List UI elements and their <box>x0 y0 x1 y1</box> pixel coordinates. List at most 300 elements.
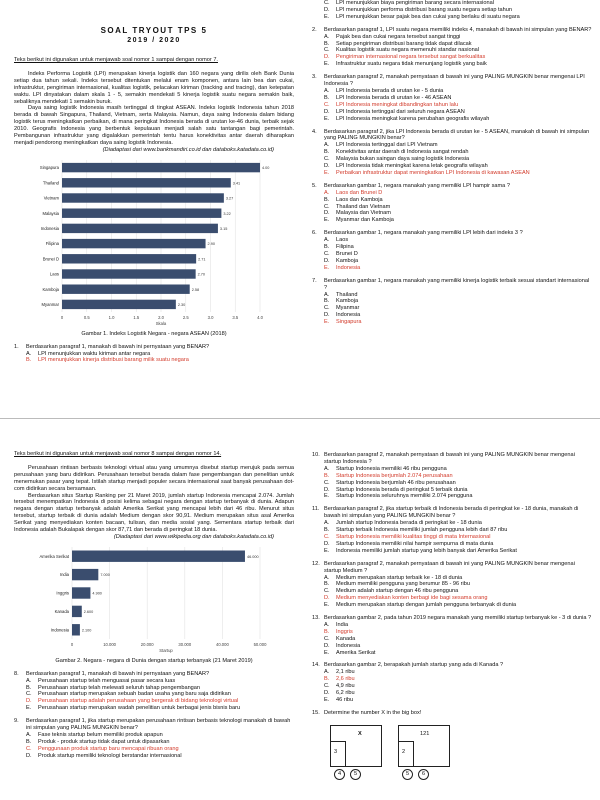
answer-option[interactable] <box>324 650 592 657</box>
option-letter: E. <box>324 319 330 326</box>
option-letter: A. <box>324 574 330 581</box>
option-text: LPI menunjukkan besar pajak bea dan cukai yang berlaku di suatu negara <box>336 13 520 20</box>
question-number: 15. <box>312 709 320 716</box>
question <box>312 230 592 271</box>
answer-option[interactable] <box>26 678 294 685</box>
answer-option[interactable] <box>324 643 592 650</box>
question-stem <box>14 671 294 678</box>
text2-paragraph-1: Perusahaan rintisan berbasis teknologi virtual atau yang umumnya disebut startup merujuk pada semua perusahaan yang baru didirikan. Perusahaan tersebut berada dalam fase pengembangan dan penelitian untuk menemukan pasar yang tepat. Istilah startup menjadi populer secara internasional saat banyak perusahaan dot-com didirikan secara bersamaan. <box>14 464 294 492</box>
x-tick-label: 10.000 <box>103 641 117 647</box>
option-letter: D. <box>324 54 330 61</box>
option-list <box>312 34 592 69</box>
option-list <box>14 351 294 365</box>
option-letter: B. <box>324 244 330 251</box>
option-letter: A. <box>324 621 330 628</box>
chart-startup-countries <box>24 543 294 656</box>
question <box>312 0 592 21</box>
option-letter: D. <box>324 642 330 649</box>
option-letter: A. <box>26 731 32 738</box>
answer-option[interactable] <box>324 292 592 299</box>
answer-option[interactable] <box>26 739 294 746</box>
answer-option[interactable] <box>324 312 592 319</box>
answer-option[interactable] <box>324 197 592 204</box>
answer-option[interactable] <box>26 732 294 739</box>
bar <box>62 163 260 172</box>
answer-option[interactable] <box>26 357 294 364</box>
option-letter: D. <box>324 312 330 319</box>
answer-option[interactable] <box>324 473 592 480</box>
bar <box>72 587 90 598</box>
option-list <box>312 88 592 123</box>
option-text: India <box>336 621 349 628</box>
question-number: 14. <box>312 662 320 669</box>
option-letter: A. <box>324 520 330 527</box>
option-letter: A. <box>324 669 330 676</box>
question-number: 11. <box>312 506 320 513</box>
option-text: LPI menunjukkan kinerja distribusi barang milik suatu negara <box>38 357 189 364</box>
bar <box>62 208 221 217</box>
option-text: 46 ribu <box>336 697 354 703</box>
questions-p1-left <box>14 344 294 365</box>
questions-p2-left <box>14 671 294 760</box>
answer-option[interactable] <box>324 0 592 7</box>
answer-option[interactable] <box>324 116 592 123</box>
page-1-right-column <box>312 0 592 326</box>
option-letter: E. <box>324 602 330 609</box>
value-label: 2.58 <box>191 287 200 292</box>
option-letter: B. <box>324 94 330 101</box>
option-list <box>312 466 592 501</box>
question <box>312 561 592 609</box>
option-text: Myanmar dan Kamboja <box>336 217 394 224</box>
answer-option[interactable] <box>324 204 592 211</box>
option-letter: C. <box>324 479 330 486</box>
page-2-left-column <box>14 448 294 760</box>
option-letter: E. <box>324 264 330 271</box>
option-text: Kualitas logistik suatu negara memenuhi standar nasional <box>336 47 480 54</box>
option-text: Medium memiliki pengguna yang berumur 85 - 96 ribu <box>336 581 471 588</box>
answer-option[interactable] <box>324 142 592 149</box>
category-label: Filipina <box>45 240 59 246</box>
option-letter: B. <box>324 527 330 534</box>
answer-option[interactable] <box>324 95 592 102</box>
answer-option[interactable] <box>324 622 592 629</box>
option-letter: A. <box>324 33 330 40</box>
category-label: Myanmar <box>41 301 59 307</box>
value-label: 46.000 <box>246 554 259 559</box>
x-tick-label: 30.000 <box>178 641 192 647</box>
option-text: Startup Indonesia berjumlah 2.074 perusahaan <box>336 472 453 479</box>
option-list <box>312 292 592 327</box>
option-text: Startup Indonesia berjumlah 46 ribu perusahaan <box>336 479 456 486</box>
question-text: Berdasarkan gambar 1, negara manakah yang memiliki kinerja logistik terbaik sesuai standart internasional ? <box>324 277 590 291</box>
option-text: Kanada <box>336 635 356 642</box>
question <box>312 662 592 703</box>
option-letter: D. <box>324 163 330 170</box>
question-number: 3. <box>312 74 317 81</box>
question <box>312 129 592 177</box>
answer-option[interactable] <box>324 190 592 197</box>
bar <box>62 178 231 187</box>
option-text: Malaysia dan Vietnam <box>336 210 391 217</box>
option-letter: B. <box>324 149 330 156</box>
puzzle-left-inner-box <box>330 741 346 767</box>
option-text: Medium adalah startup dengan 46 ribu pengguna <box>336 588 459 595</box>
question-stem <box>312 615 592 622</box>
answer-option[interactable] <box>324 265 592 272</box>
x-tick-label: 2.5 <box>182 314 189 320</box>
page-2-right-column <box>312 448 592 781</box>
bar <box>62 254 196 263</box>
option-text: Inggris <box>336 628 353 635</box>
question-text: Berdasarkan gambar 2, pada tahun 2019 negara manakah yang memiliki startup terbanyak ke - 3 di dunia ? <box>324 615 592 622</box>
x-tick-label: 0.5 <box>83 314 90 320</box>
puzzle-value-d: 121 <box>420 730 430 737</box>
puzzle-value-x: X <box>358 730 362 737</box>
answer-option[interactable] <box>324 47 592 54</box>
answer-option[interactable] <box>324 581 592 588</box>
question-text: Berdasarkan paragraf 1, jika startup merupakan perusahaan rintisan berbasis teknologi manakah di bawah ini simpulan yang PALING MUNGKIN benar? <box>26 718 291 732</box>
option-letter: B. <box>324 676 330 683</box>
puzzle-circle-3: 5 <box>402 769 413 780</box>
answer-option[interactable] <box>324 697 592 704</box>
answer-option[interactable] <box>324 14 592 21</box>
puzzle-right-inner-box <box>398 741 414 767</box>
option-text: LPI Indonesia meningkat dibandingkan tahun lalu <box>336 101 459 108</box>
option-letter: D. <box>324 595 330 602</box>
question <box>312 710 592 717</box>
answer-option[interactable] <box>324 487 592 494</box>
question-stem <box>312 662 592 669</box>
option-text: Pengiriman internasional negara tersebut sangat berkualitas <box>336 54 486 61</box>
x-tick-label: 3.5 <box>232 314 239 320</box>
option-letter: B. <box>324 628 330 635</box>
category-label: Kamboja <box>42 286 59 292</box>
x-tick-label: 40.000 <box>215 641 229 647</box>
question-stem <box>312 74 592 88</box>
option-letter: B. <box>324 196 330 203</box>
option-letter: E. <box>26 705 32 712</box>
answer-option[interactable] <box>26 746 294 753</box>
text2-source: (Diadaptasi dari www.wikipedia.org dan databoks.katadata.co.id) <box>113 533 274 540</box>
option-letter: E. <box>324 697 330 703</box>
bar <box>72 569 98 580</box>
answer-option[interactable] <box>324 217 592 224</box>
x-axis-label: Startup <box>159 647 173 653</box>
question <box>312 74 592 122</box>
option-letter: E. <box>324 13 330 20</box>
text2-heading: Teks berikut ini digunakan untuk menjawab soal nomor 8 sampai dengan nomor 14. <box>14 451 222 457</box>
category-label: Singapura <box>39 164 59 170</box>
option-text: Infrastruktur suatu negara tidak menunjang logistik yang baik <box>336 61 487 68</box>
answer-option[interactable] <box>324 629 592 636</box>
answer-option[interactable] <box>324 7 592 14</box>
answer-option[interactable] <box>324 251 592 258</box>
answer-option[interactable] <box>26 691 294 698</box>
question-number: 1. <box>14 343 19 350</box>
option-text: Produk - produk startup tidak dapat untuk dipasarkan <box>38 738 170 745</box>
option-list <box>312 575 592 610</box>
question-number: 4. <box>312 128 317 135</box>
answer-option[interactable] <box>324 466 592 473</box>
category-label: Thailand <box>42 180 59 186</box>
option-letter: A. <box>26 350 32 357</box>
option-letter: B. <box>324 40 330 47</box>
answer-option[interactable] <box>26 698 294 705</box>
answer-option[interactable] <box>324 102 592 109</box>
answer-option[interactable] <box>324 88 592 95</box>
value-label: 2.71 <box>198 257 206 262</box>
option-text: LPI Indonesia tidak meningkat karena letak geografis wilayah <box>336 163 488 170</box>
option-letter: C. <box>324 635 330 642</box>
bar <box>62 193 224 202</box>
question <box>14 344 294 365</box>
option-text: LPI Indonesia berada di urutan ke - 46 ASEAN <box>336 94 452 101</box>
doc-title: SOAL TRYOUT TPS 5 <box>100 26 208 35</box>
option-letter: C. <box>324 156 330 163</box>
answer-option[interactable] <box>324 527 592 534</box>
answer-option[interactable] <box>324 534 592 541</box>
answer-option[interactable] <box>324 636 592 643</box>
option-letter: C. <box>324 101 330 108</box>
answer-option[interactable] <box>26 753 294 760</box>
question-text: Berdasarkan gambar 2, berapakah jumlah startup yang ada di Kanada ? <box>324 662 504 669</box>
bar <box>62 269 196 278</box>
answer-option[interactable] <box>324 676 592 683</box>
number-puzzle <box>312 721 592 781</box>
question-stem <box>312 506 592 520</box>
text1-source: (Diadaptasi dari www.bankmandiri.co.id dan databoks.katadata.co.id) <box>102 146 274 153</box>
answer-option[interactable] <box>324 109 592 116</box>
answer-option[interactable] <box>324 149 592 156</box>
category-label: Inggris <box>56 590 69 596</box>
option-text: Laos dan Kamboja <box>336 196 383 203</box>
questions-p2-right <box>312 452 592 717</box>
question-text: Berdasarkan paragraf 1, manakah di bawah ini pernyataan yang BENAR? <box>26 343 210 350</box>
chart2-caption: Gambar 2. Negara - negara di Dunia dengan startup terbanyak (21 Maret 2019) <box>55 657 253 664</box>
value-label: 3.15 <box>219 226 228 231</box>
answer-option[interactable] <box>324 210 592 217</box>
answer-option[interactable] <box>324 669 592 676</box>
option-text: Indonesia memiliki jumlah startup yang lebih banyak dari Amerika Serikat <box>336 547 517 554</box>
option-letter: D. <box>324 540 330 547</box>
question-text: Berdasarkan paragraf 1, LPI suatu negara memiliki indeks 4, manakah di bawah ini simpulan yang BENAR? <box>324 26 592 33</box>
option-letter: B. <box>26 357 32 364</box>
questions-p1-right <box>312 0 592 326</box>
option-list <box>312 520 592 555</box>
option-text: Laos <box>336 237 349 244</box>
option-letter: C. <box>324 588 330 595</box>
chart1-caption: Gambar 1. Indeks Logistik Negara - negara ASEAN (2018) <box>81 330 227 337</box>
question-stem <box>312 230 592 237</box>
value-label: 2.70 <box>197 272 206 277</box>
answer-option[interactable] <box>324 305 592 312</box>
option-letter: D. <box>26 698 32 705</box>
option-text: LPI Indonesia tertinggal dari seluruh negara ASEAN <box>336 108 465 115</box>
option-letter: C. <box>324 251 330 257</box>
option-text: Startup Indonesia seluruhnya memiliki 2.074 pengguna <box>336 493 473 500</box>
option-list <box>312 669 592 704</box>
question-stem <box>14 344 294 351</box>
option-text: Myanmar <box>336 305 360 312</box>
option-text: Indonesia <box>336 264 361 271</box>
question-number: 5. <box>312 182 317 189</box>
option-list <box>14 732 294 760</box>
answer-option[interactable] <box>324 34 592 41</box>
option-text: Indonesia <box>336 312 361 319</box>
answer-option[interactable] <box>324 602 592 609</box>
text1-paragraph-2: Daya saing logistik Indonesia masih tertinggal di tingkat ASEAN. Indeks logistik Indonesia tahun 2018 berada di bawah Singapura, Thailand, Vietnam, serta Malaysia. Namun, daya saing Indonesia dalam bidang logistik terus meningkatkan perbaikan, di mana peringkat Indonesia berada di urutan ke-46 dunia, terbaik sejak 2010. Geografis Indonesia yang berbentuk kepulauan menjadi salah satu tantangan bagi pemerintah. Pembangunan infrastruktur yang digalakkan pemerintah tentu harus konektivitas antar daerah diharapkan menjadi pendorong meningkatkan daya saing logistik Indonesia. <box>14 105 294 146</box>
category-label: Laos <box>49 271 59 277</box>
value-label: 3.41 <box>232 181 241 186</box>
option-letter: E. <box>324 169 330 176</box>
x-tick-label: 20.000 <box>140 641 154 647</box>
question-stem <box>312 278 592 292</box>
x-tick-label: 1.5 <box>133 314 140 320</box>
option-letter: C. <box>26 745 32 752</box>
option-letter: A. <box>324 189 330 196</box>
answer-option[interactable] <box>324 258 592 265</box>
question-stem <box>14 718 294 732</box>
option-letter: E. <box>324 61 330 68</box>
option-letter: A. <box>324 87 330 94</box>
answer-option[interactable] <box>324 575 592 582</box>
option-text: Startup Indonesia memiliki 46 ribu pengguna <box>336 465 447 472</box>
option-text: 4,9 ribu <box>336 683 355 690</box>
answer-option[interactable] <box>324 163 592 170</box>
x-tick-label: 4.0 <box>257 314 263 320</box>
question <box>312 506 592 554</box>
answer-option[interactable] <box>324 595 592 602</box>
question-stem <box>312 27 592 34</box>
value-label: 2.100 <box>81 628 92 633</box>
question <box>312 452 592 500</box>
option-text: Startup Indonesia berada di peringkat 5 terbaik dunia <box>336 486 468 493</box>
option-text: Jumlah startup Indonesia berada di peringkat ke - 18 dunia <box>336 520 482 527</box>
question-text: Berdasarkan paragraf 2, manakah pernyataan di bawah ini yang PALING MUNGKIN benar mengenai startup Indonesia ? <box>324 452 575 465</box>
answer-option[interactable] <box>324 520 592 527</box>
option-text: Kamboja <box>336 298 359 305</box>
option-letter: B. <box>324 298 330 305</box>
question-number: 8. <box>14 670 19 677</box>
option-list <box>312 0 592 21</box>
question-number: 12. <box>312 560 320 567</box>
option-letter: A. <box>324 237 330 244</box>
bar <box>62 299 176 308</box>
question-number: 2. <box>312 26 317 33</box>
option-text: 2,6 ribu <box>336 676 355 683</box>
x-axis-label: Skala <box>155 320 167 326</box>
answer-option[interactable] <box>324 170 592 177</box>
bar <box>62 239 206 248</box>
option-letter: B. <box>26 738 32 745</box>
question-number: 10. <box>312 452 320 458</box>
option-text: Filipina <box>336 244 354 251</box>
option-text: Medium merupakan startup dengan jumlah pengguna terbanyak di dunia <box>336 602 517 609</box>
question-stem <box>312 183 592 190</box>
category-label: Vietnam <box>43 195 59 201</box>
option-letter: E. <box>324 217 330 224</box>
option-text: Brunei D <box>336 251 358 257</box>
option-letter: D. <box>324 690 330 697</box>
option-letter: D. <box>26 752 32 759</box>
option-list <box>312 237 592 272</box>
x-tick-label: 50.000 <box>253 641 267 647</box>
option-letter: E. <box>324 649 330 656</box>
option-text: Kamboja <box>336 257 359 264</box>
option-text: Medium menyediakan konten berbagi ide bagi sesama orang <box>336 595 488 602</box>
text1-heading: Teks berikut ini digunakan untuk menjawab soal nomor 1 sampai dengan nomor 7. <box>14 57 218 63</box>
puzzle-value-a: 3 <box>334 748 338 755</box>
x-tick-label: 0 <box>70 641 74 647</box>
option-list <box>312 142 592 177</box>
answer-option[interactable] <box>324 41 592 48</box>
answer-option[interactable] <box>324 156 592 163</box>
option-letter: A. <box>324 291 330 298</box>
option-letter: C. <box>324 533 330 540</box>
answer-option[interactable] <box>324 493 592 500</box>
question-text: Berdasarkan gambar 1, negara manakah yang memiliki LPI hampir sama ? <box>324 182 510 189</box>
option-text: Perusahaan startup telah menguasai pasar secara luas <box>38 677 176 684</box>
question <box>312 615 592 656</box>
option-letter: A. <box>324 465 330 472</box>
answer-option[interactable] <box>324 690 592 697</box>
x-tick-label: 2.0 <box>158 314 164 320</box>
option-letter: C. <box>324 47 330 54</box>
option-text: LPI menunjukkan performa distribusi barang suatu negara setiap tahun <box>336 6 513 13</box>
category-label: Indonesia <box>50 627 69 633</box>
option-letter: B. <box>324 472 330 479</box>
answer-option[interactable] <box>324 319 592 326</box>
question-text: Berdasarkan paragraf 2, jika LPI Indonesia berada di urutan ke - 5 ASEAN, manakah di bawah ini simpulan yang PALING MUNGKIN benar? <box>324 128 590 142</box>
answer-option[interactable] <box>324 61 592 68</box>
answer-option[interactable] <box>26 705 294 712</box>
question-stem <box>312 129 592 143</box>
option-letter: C. <box>26 691 32 698</box>
option-list <box>312 622 592 657</box>
value-label: 3.22 <box>223 211 231 216</box>
option-letter: D. <box>324 257 330 264</box>
question-text: Berdasarkan gambar 1, negara manakah yang memiliki LPI lebih dari indeks 3 ? <box>324 230 523 237</box>
question-stem <box>312 561 592 575</box>
puzzle-circle-1: 4 <box>334 769 345 780</box>
answer-option[interactable] <box>324 298 592 305</box>
option-text: LPI Indonesia meningkat karena perubahan geografis wilayah <box>336 115 490 122</box>
option-text: 6,2 ribu <box>336 690 355 697</box>
option-letter: B. <box>26 684 32 691</box>
answer-option[interactable] <box>324 541 592 548</box>
question <box>14 718 294 759</box>
answer-option[interactable] <box>26 685 294 692</box>
category-label: Indonesia <box>40 225 59 231</box>
answer-option[interactable] <box>324 237 592 244</box>
option-letter: C. <box>324 305 330 312</box>
page-1-left-column <box>14 0 294 364</box>
answer-option[interactable] <box>324 683 592 690</box>
puzzle-circle-2: 5 <box>350 769 361 780</box>
question-stem <box>312 452 592 466</box>
option-text: Thailand dan Vietnam <box>336 203 391 210</box>
puzzle-value-c: 2 <box>402 748 406 755</box>
bar <box>72 606 82 617</box>
answer-option[interactable] <box>26 351 294 358</box>
answer-option[interactable] <box>324 54 592 61</box>
answer-option[interactable] <box>324 588 592 595</box>
answer-option[interactable] <box>324 480 592 487</box>
answer-option[interactable] <box>324 548 592 555</box>
answer-option[interactable] <box>324 244 592 251</box>
chart-svg <box>24 156 274 326</box>
